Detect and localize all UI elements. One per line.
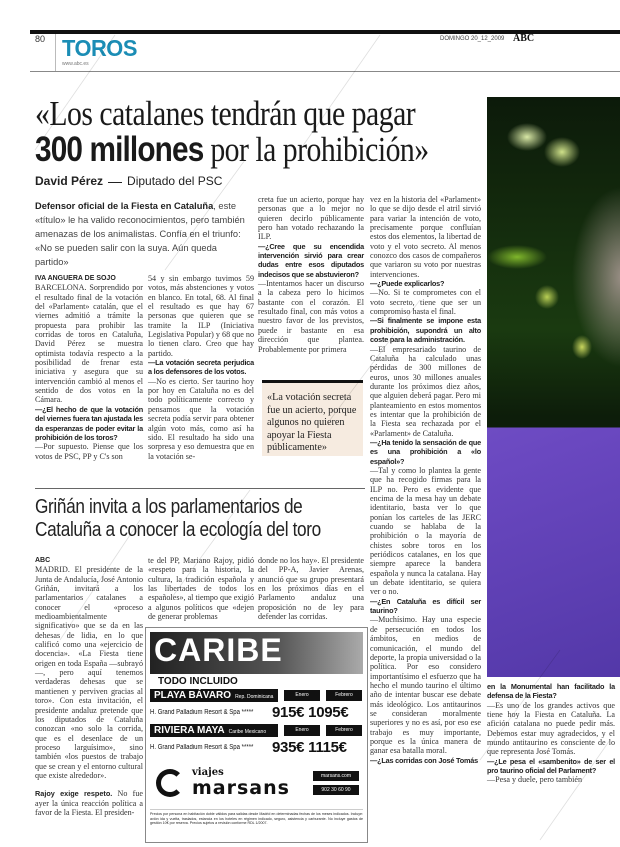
- header-rule: [30, 71, 620, 72]
- paragraph: te del PP, Mariano Rajoy, pidió «respeto para la historia, la cultura, la tradición española y las libertades de todos los españoles», al tiempo que exigió a algunos políticos que «dejen de generar problemas: [148, 556, 254, 622]
- lead-text: , este «título» le ha valido reconocimientos, pero también amenazas de los animalistas. Confía en el triunfo: «No se pueden salir con la suya. Aún queda partido»: [35, 201, 245, 267]
- destination-region: Rep. Dominicana: [235, 693, 274, 700]
- interview-question: en la Monumental han facilitado la defensa de la Fiesta?: [487, 682, 615, 701]
- month-label: Febrero: [326, 725, 362, 736]
- paragraph: —El empresariado taurino de Cataluña ha calculado unas pérdidas de 300 millones de euros, unos 30 millones anuales durante los próximos diez años, que alguien deberá pagar. Pero mi planteamiento en estos momentos es intentar que la prohibición de la Fiesta sea rechazada por el «Parlament» de Cataluña.: [370, 344, 481, 438]
- ad-offer: [150, 723, 363, 757]
- article1-column-3: [258, 195, 364, 354]
- price: 935€: [272, 738, 305, 756]
- portrait-photo: [487, 97, 620, 677]
- paragraph: BARCELONA. Sorprendido por el resultado final de la votación del «Parlament» catalán, que el viernes admitió a trámite la propuesta para prohibir las corridas de toros en Cataluña, David Pérez se muestra optimista todavía respecto a la posibilidad de frenar esta iniciativa y asegura que su intervención cambió al menos el sentido de dos votos en la Cámara.: [35, 283, 143, 405]
- article1-column-5: [487, 682, 615, 785]
- article1-column-2: [148, 274, 254, 461]
- hotel-name-box: [150, 744, 268, 751]
- brand-wordmark: [192, 768, 292, 798]
- price: 1115€: [308, 738, 347, 756]
- paragraph-lead: Rajoy exige respeto.: [35, 789, 113, 799]
- article-divider: [35, 488, 365, 489]
- offer-hotel-row: [150, 702, 363, 722]
- headline-part: por la prohibición»: [203, 130, 429, 169]
- paper-name: ABC: [513, 33, 535, 44]
- month-label: Enero: [284, 690, 320, 701]
- travel-advertisement[interactable]: [145, 627, 368, 843]
- article2-column-1: [35, 556, 143, 817]
- brand-small: viajes: [192, 767, 224, 778]
- paragraph: —Tal y como lo plantea la gente que ha recogido firmas para la ILP no. Pero es evidente que encima de la mesa hay un debate identitario, basta ver lo que ponían los carteles de las JERC cuando se hablaba de la prohibición o la mayoría de chistes sobre toros en los periódicos catalanes, en los que siempre aparece la bandera española y nunca la catalana. Hay un debate identitario, se quiera ver o no.: [370, 465, 481, 597]
- paragraph: —Muchísimo. Hay una especie de persecución en todos los ámbitos, en medios de comunicación, el mundo del deporte, la propia universidad o la política. Por eso considero importantísimo el esfuerzo que ha hecho el mundo taurino el último año de intentar buscar ese debate más ideológico. Los antitaurinos se consideran moralmente superiores y no es así, por eso ese trabajo es muy importante, porque es la única manera de ganar esa batalla moral.: [370, 615, 481, 756]
- person-role: Diputado del PSC: [127, 174, 223, 188]
- interview-question: —¿En Cataluña es difícil ser taurino?: [370, 596, 481, 616]
- ad-title: CARIBE: [150, 632, 363, 674]
- headline-bold: 300 millones: [35, 130, 204, 169]
- pull-quote: «La votación secreta fue un acierto, porque algunos no quieren apoyar la Fiesta públicamente»: [262, 380, 363, 456]
- interview-question: —La votación secreta perjudica a los defensores de los votos.: [148, 358, 254, 377]
- interview-question: —¿Cree que su encendida intervención sirvió para crear dudas entre esos diputados indecisos que se abstuvieron?: [258, 241, 364, 279]
- divider: [55, 34, 56, 72]
- interviewee: [35, 174, 222, 188]
- person-name: David Pérez: [35, 174, 104, 188]
- price: 1095€: [308, 703, 349, 721]
- interview-question: —Si finalmente se impone esta prohibición, supondrá un alto coste para la administración.: [370, 316, 481, 345]
- hotel-name-box: [150, 709, 268, 716]
- article2-column-2: [148, 556, 254, 621]
- paragraph: —Por supuesto. Piense que los votos de PSC, PP y C's son: [35, 442, 143, 461]
- brand-name: marsans: [192, 777, 290, 799]
- offer-destination: [150, 724, 278, 737]
- article2-column-3: [258, 556, 364, 621]
- destination-region: Caribe Mexicano: [228, 728, 267, 735]
- offer-header: [150, 688, 363, 702]
- hotel-name: H. Grand Palladium Resort & Spa *****: [150, 708, 254, 716]
- ad-subtitle: TODO INCLUIDO: [158, 676, 238, 687]
- interview-question: —¿Las corridas con José Tomás: [370, 755, 479, 765]
- paragraph-text: No fue ayer la única reacción política a favor de la Fiesta. El presiden-: [35, 789, 143, 817]
- offer-destination: [150, 689, 278, 702]
- paragraph: —Pesa y duele, pero también: [487, 775, 583, 785]
- page-number: 80: [35, 34, 46, 44]
- interview-question: —¿Le pesa el «sambenito» de ser el pro taurino oficial del Parlament?: [487, 756, 615, 776]
- hotel-name: H. Grand Palladium Resort & Spa *****: [150, 743, 254, 751]
- byline-dash: [108, 182, 122, 183]
- price: 915€: [272, 703, 305, 721]
- month-label: Febrero: [326, 690, 362, 701]
- destination-name: PLAYA BÁVARO: [154, 689, 232, 701]
- destination-name: RIVIERA MAYA: [154, 724, 225, 736]
- article-headline: [35, 96, 429, 168]
- article1-column-1: [35, 274, 143, 461]
- author-byline: ABC: [35, 557, 51, 564]
- month-label: Enero: [284, 725, 320, 736]
- paragraph: [35, 789, 143, 817]
- ad-offer: [150, 688, 363, 722]
- offer-hotel-row: [150, 737, 363, 757]
- headline-part: «Los catalanes tendrán que pagar: [35, 94, 416, 133]
- paragraph: MADRID. El presidente de la Junta de Andalucía, José Antonio Griñán, invitará a los parlamentarios catalanes a conocer el «proceso medioambientalmente significativo» que se da en las dehesas de lidia, en lo que calificó como una «ejercicio de docencia». «La Fiesta tiene origen en toda España —subrayó—, pero aquí tenemos verdaderas dehesas que se mantienen y perviven gracias al toro». Con esta invitación, el presidente andaluz pretende que los diputados de Cataluña conozcan «no solo la corrida, que es el desenlace de un proceso larguísimo», sino también «los puestos de trabajo que se crean y el entorno cultural que existe alrededor».: [35, 565, 143, 780]
- lead-bold: Defensor oficial de la Fiesta en Cataluña: [35, 201, 214, 211]
- article2-headline: Griñán invita a los parlamentarios de Cataluña a conocer la ecología del toro: [35, 496, 321, 541]
- paragraph: —No es cierto. Ser taurino hoy por hoy en Cataluña no es del todo políticamente correcto y pensamos que la votación secreta podía servir para obtener algún voto más, como así ha sido. El resultado ha sido una sorpresa y eso demuestra que en la votación se-: [148, 376, 254, 461]
- brand-block: [150, 763, 363, 803]
- author-byline: IVA ANGUERA DE SOJO: [35, 275, 116, 282]
- brand-contact: [313, 771, 359, 795]
- interview-question: —¿Ha tenido la sensación de que es una prohibición a «lo español»?: [370, 437, 481, 466]
- paragraph: creta fue un acierto, porque hay personas que a lo mejor no quieren decirlo públicamente pero han votado rechazando la ILP.: [258, 195, 364, 242]
- marsans-logo-icon: [156, 769, 184, 797]
- fine-print: Precios por persona en habitación doble válidos para salidas desde Madrid en determinadas fechas de los meses indicados. Incluye: avión ida y vuelta, traslados, estancia en los hoteles en régimen indicado, seguro, asistencia y carburante. No incluye gastos de gestión 10€ por reserva. Precios sujetos a revisión conforme RDL 1/2007.: [150, 809, 363, 826]
- paragraph: —No. Si te comprometes con el voto secreto, tiene que ser un compromiso hasta el final.: [370, 288, 481, 317]
- paragraph: donde no los hay». El presidente del PP-A, Javier Arenas, anunció que su grupo presentará en los próximos días en el Parlamento andaluz una proposición no de ley para defender las corridas.: [258, 556, 364, 622]
- interview-question: —¿El hecho de que la votación del viernes fuera tan ajustada les da esperanzas de poder evitar la prohibición de los toros?: [35, 404, 143, 442]
- article-lead: [35, 199, 253, 269]
- article1-column-4: [370, 195, 481, 765]
- paragraph: —Intentamos hacer un discurso a la cabeza pero lo hicimos bastante con el corazón. El resultado final, con más votos a nuestro favor de los previstos, puede ir bastante en esa dirección que plantea. Probablemente por primera: [258, 279, 364, 354]
- paragraph: —Es uno de los grandes activos que tiene hoy la Fiesta en Cataluña. La afición catalana no puede pedir más. Debemos estar muy agradecidos, y el mundo antitaurino es consciente de lo que representa José Tomás.: [487, 700, 615, 757]
- section-title: TOROS: [62, 35, 137, 61]
- paragraph: 54 y sin embargo tuvimos 59 votos, más abstenciones y votos en blanco. En total, 68. Al final el resultado es que hay 67 personas que quieren que se tramite la ILP (Iniciativa Legislativa Popular) y 68 que no lo tienen claro. Creo que hay partido.: [148, 274, 254, 358]
- paragraph: vez en la historia del «Parlament» lo que se dijo desde el atril sirvió para variar la intención de voto, precisamente porque confluían estos dos elementos, la libertad de voto y el voto secreto. Al menos conozco dos casos de compañeros que variaron su voto por nuestras intervenciones.: [370, 195, 481, 279]
- section-website: www.abc.es: [62, 61, 89, 67]
- interview-question: —¿Puede explicarlos?: [370, 279, 445, 289]
- ad-website[interactable]: marsans.com: [313, 771, 359, 781]
- offer-header: [150, 723, 363, 737]
- issue-date: DOMINGO 20_12_2009: [440, 36, 505, 42]
- ad-phone: 902 30 60 90: [313, 785, 359, 795]
